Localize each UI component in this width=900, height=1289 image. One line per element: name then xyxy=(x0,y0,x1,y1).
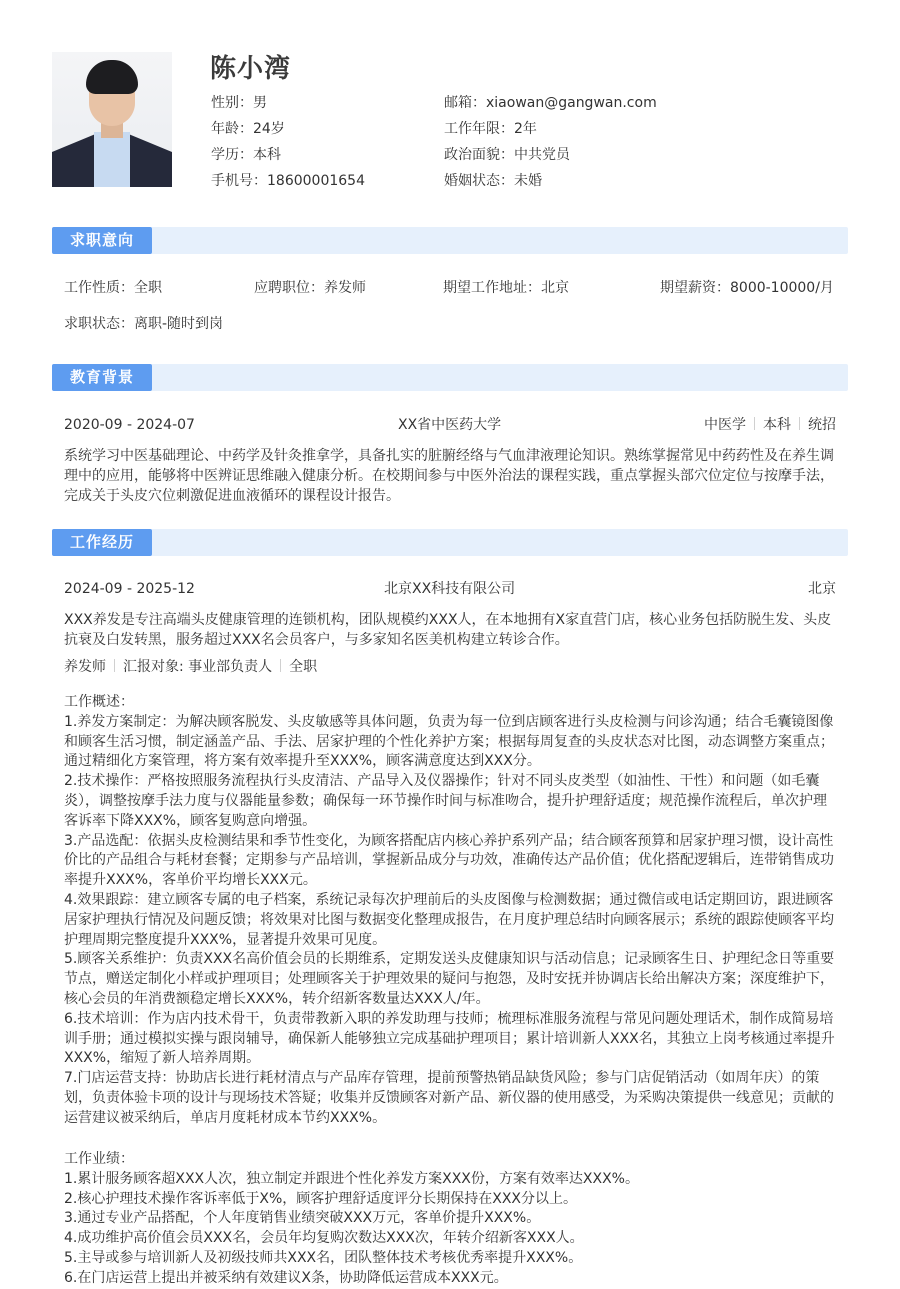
phone-field: 手机号：18600001654 xyxy=(211,173,365,189)
divider xyxy=(114,659,115,672)
achievements-title: 工作业绩： xyxy=(64,1151,134,1167)
intent-status: 求职状态：离职-随时到岗 xyxy=(64,316,224,332)
divider xyxy=(799,417,800,430)
work-city: 北京 xyxy=(808,581,836,597)
gender-field: 性别：男 xyxy=(211,95,267,111)
overview-item: 3.产品选配：依据头皮检测结果和季节性变化，为顾客搭配店内核心养护系列产品；结合顾客预算和居家护理习惯，设计高性价比的产品组合与耗材套餐；定期参与产品培训，掌握新品成分与功效，准确传达产品价值；优化搭配逻辑后，连带销售成功率提升XXX%，客单价平均增长XXX元。 xyxy=(64,832,834,889)
work-years-field: 工作年限：2年 xyxy=(444,121,537,137)
age-field: 年龄：24岁 xyxy=(211,121,285,137)
work-overview xyxy=(64,693,839,1129)
political-status-field: 政治面貌：中共党员 xyxy=(444,147,570,163)
intent-location: 期望工作地址：北京 xyxy=(443,280,569,296)
section-title: 求职意向 xyxy=(52,227,152,254)
section-title: 教育背景 xyxy=(52,364,152,391)
achievement-item: 3.通过专业产品搭配，个人年度销售业绩突破XXX万元，客单价提升XXX%。 xyxy=(64,1210,541,1227)
section-title: 工作经历 xyxy=(52,529,152,556)
education-tags: 中医学 本科 统招 xyxy=(704,417,836,433)
overview-item: 5.顾客关系维护：负责XXX名高价值会员的长期维系，定期发送头皮健康知识与活动信息；记录顾客生日、护理纪念日等重要节点，赠送定制化小样或护理项目；处理顾客关于护理效果的疑问与抱怨，及时安抚并协调店长给出解决方案；深度维护下，核心会员的年消费额稳定增长XXX%，转介绍新客数量达XXX人/年。 xyxy=(64,951,835,1007)
education-description: 系统学习中医基础理论、中药学及针灸推拿学，具备扎实的脏腑经络与气血津液理论知识。熟练掌握常见中药药性及在养生调理中的应用，能够将中医辨证思维融入健康分析。在校期间参与中医外治法的课程实践，重点掌握头部穴位定位与按摩手法，完成关于头皮穴位刺激促进血液循环的课程设计报告。 xyxy=(64,448,834,504)
overview-title: 工作概述： xyxy=(64,694,134,710)
intent-work-type: 工作性质：全职 xyxy=(64,280,162,296)
section-header-work xyxy=(52,529,848,556)
overview-item: 1.养发方案制定：为解决顾客脱发、头皮敏感等具体问题，负责为每一位到店顾客进行头皮检测与问诊沟通；结合毛囊镜图像和顾客生活习惯，制定涵盖产品、手法、居家护理的个性化养护方案；根据每周复查的头皮状态对比图，动态调整方案重点；通过精细化方案管理，将方案有效率提升至XXX%，顾客满意度达到XXX分。 xyxy=(64,713,834,770)
intent-position: 应聘职位：养发师 xyxy=(254,280,366,296)
candidate-name: 陈小湾 xyxy=(210,54,292,84)
marital-status-field: 婚姻状态：未婚 xyxy=(444,173,542,189)
overview-item: 6.技术培训：作为店内技术骨干，负责带教新入职的养发助理与技师；梳理标准服务流程与常见问题处理话术，制作成简易培训手册；通过模拟实操与跟岗辅导，确保新人能够独立完成基础护理项目；累计培训新人XXX名，其独立上岗考核通过率提升XXX%，缩短了新人培养周期。 xyxy=(64,1010,835,1067)
section-header-intent xyxy=(52,227,848,254)
divider xyxy=(754,417,755,430)
achievement-item: 6.在门店运营上提出并被采纳有效建议X条，协助降低运营成本XXX元。 xyxy=(64,1269,508,1286)
profile-photo xyxy=(52,52,172,187)
achievement-item: 4.成功维护高价值会员XXX名，会员年均复购次数达XXX次，年转介绍新客XXX人。 xyxy=(64,1230,584,1247)
achievement-item: 2.核心护理技术操作客诉率低于X%，顾客护理舒适度评分长期保持在XXX分以上。 xyxy=(64,1190,578,1207)
company-intro: XXX养发是专注高端头皮健康管理的连锁机构，团队规模约XXX人，在本地拥有X家直营门店，核心业务包括防脱生发、头皮抗衰及白发转黑，服务超过XXX名会员客户，与多家知名医美机构建立转诊合作。 xyxy=(64,612,832,648)
divider xyxy=(280,659,281,672)
overview-item: 7.门店运营支持：协助店长进行耗材清点与产品库存管理，提前预警热销品缺货风险；参与门店促销活动（如周年庆）的策划，负责体验卡项的设计与现场技术答疑；收集并反馈顾客对新产品、新仪器的使用感受，为采购决策提供一线意见；贡献的运营建议被采纳后，单店月度耗材成本节约XXX%。 xyxy=(64,1070,834,1126)
email-field: 邮箱：xiaowan@gangwan.com xyxy=(444,95,657,111)
work-tags: 养发师 汇报对象: 事业部负责人 全职 xyxy=(64,659,318,675)
overview-item: 4.效果跟踪：建立顾客专属的电子档案，系统记录每次护理前后的头皮图像与检测数据；通过微信或电话定期回访，跟进顾客居家护理执行情况及问题反馈；将效果对比图与数据变化整理成报告，在月度护理总结时向顾客展示；系统的跟踪使顾客平均护理周期完整度提升XXX%，显著提升效果可见度。 xyxy=(64,891,834,948)
achievement-item: 5.主导或参与培训新人及初级技师共XXX名，团队整体技术考核优秀率提升XXX%。 xyxy=(64,1249,583,1266)
work-company: 北京XX科技有限公司 xyxy=(384,581,516,597)
work-period: 2024-09 - 2025-12 xyxy=(64,581,195,597)
section-header-education xyxy=(52,364,848,391)
education-period: 2020-09 - 2024-07 xyxy=(64,417,195,433)
work-achievements xyxy=(64,1150,839,1289)
overview-item: 2.技术操作：严格按照服务流程执行头皮清洁、产品导入及仪器操作；针对不同头皮类型（如油性、干性）和问题（如毛囊炎），调整按摩手法力度与仪器能量参数；确保每一环节操作时间与标准吻合，提升护理舒适度；规范操作流程后，单次护理客诉率下降XXX%，顾客复购意向增强。 xyxy=(64,773,827,829)
education-level-field: 学历：本科 xyxy=(211,147,281,163)
education-school: XX省中医药大学 xyxy=(398,417,502,433)
intent-salary: 期望薪资：8000-10000/月 xyxy=(660,280,834,296)
achievement-item: 1.累计服务顾客超XXX人次，独立制定并跟进个性化养发方案XXX份，方案有效率达XXX%。 xyxy=(64,1170,639,1187)
